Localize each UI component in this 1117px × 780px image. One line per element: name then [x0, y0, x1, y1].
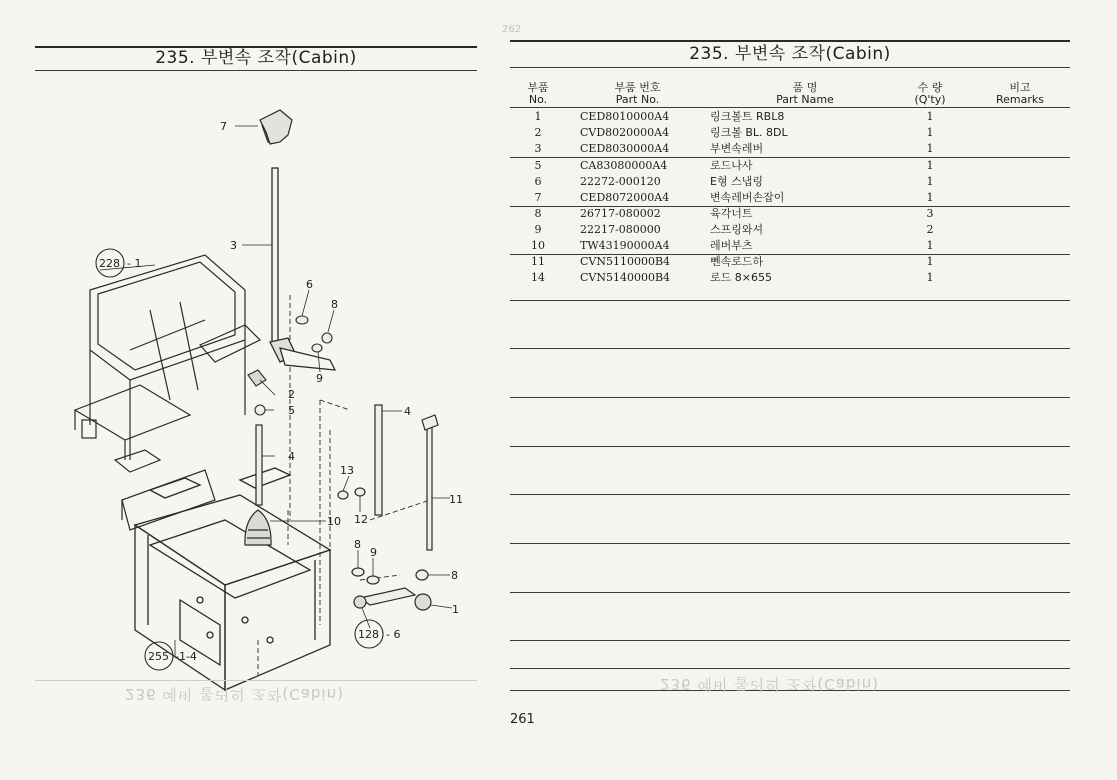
table-row — [490, 222, 1117, 238]
row-part-name: 육각너트 — [710, 207, 753, 220]
header-name-ko: 품 명 — [792, 81, 818, 94]
row-part-no: CA83080000A4 — [580, 159, 668, 172]
row-qty: 3 — [926, 207, 934, 220]
header-qty — [905, 82, 955, 106]
header-no — [518, 82, 558, 106]
header-part-ko: 부품 번호 — [614, 81, 661, 94]
row-part-name: 링크볼 BL. 8DL — [710, 126, 788, 139]
group-rule — [510, 446, 1070, 447]
table-row — [490, 109, 1117, 125]
table-row — [490, 270, 1117, 286]
row-no: 3 — [534, 142, 542, 155]
header-no-en: No. — [528, 93, 548, 106]
right-bleed-through-title: 236 예비 롤러의 조작(Cabin) — [660, 675, 879, 693]
row-no: 8 — [534, 207, 542, 220]
row-qty: 1 — [926, 255, 934, 268]
ref-255-number: 255 — [148, 650, 169, 663]
header-part — [590, 82, 685, 106]
left-page-title: 235. 부변속 조작(Cabin) — [155, 48, 357, 68]
row-qty: 1 — [926, 175, 934, 188]
left-bleed-through-title: 236 예비 롤러의 조작(Cabin) — [125, 685, 344, 703]
table-row — [490, 190, 1117, 206]
ref-228 — [96, 249, 141, 277]
row-part-name: 링크볼트 RBL8 — [710, 110, 785, 123]
header-name-en: Part Name — [776, 93, 834, 106]
table-row — [490, 206, 1117, 222]
header-qty-ko: 수 량 — [917, 81, 943, 94]
row-part-no: 22272-000120 — [580, 175, 661, 188]
group-rule — [510, 640, 1070, 641]
row-part-no: CVD8020000A4 — [580, 126, 670, 139]
header-part-en: Part No. — [615, 93, 660, 106]
corner-bleed-mark: 262 — [502, 24, 522, 35]
row-qty: 1 — [926, 271, 934, 284]
row-qty: 1 — [926, 191, 934, 204]
right-title-rule-bottom — [510, 67, 1070, 68]
row-part-name: 로드나사 — [710, 159, 753, 172]
callout-4b: 4 — [404, 405, 411, 418]
right-title-rule-top — [510, 40, 1070, 42]
callout-3: 3 — [230, 239, 237, 252]
row-part-no: CVN5110000B4 — [580, 255, 671, 268]
callout-2: 2 — [288, 388, 295, 401]
callout-1: 1 — [452, 603, 459, 616]
row-no: 10 — [531, 239, 545, 252]
row-no: 14 — [531, 271, 545, 284]
row-no: 6 — [534, 175, 542, 188]
row-no: 1 — [534, 110, 542, 123]
row-qty: 2 — [926, 223, 934, 236]
shift-lever — [262, 115, 335, 370]
callout-10: 10 — [327, 515, 341, 528]
row-part-name: 로드 8×655 — [710, 271, 772, 284]
group-rule — [510, 543, 1070, 544]
exploded-parts-diagram — [30, 80, 480, 700]
ref-128-number: 128 — [358, 628, 379, 641]
callout-11: 11 — [449, 493, 463, 506]
bracket-frame — [75, 255, 260, 530]
row-no: 9 — [534, 223, 542, 236]
row-part-name: 부변속레버 — [710, 142, 764, 155]
table-row — [490, 158, 1117, 174]
row-part-no: 22217-080000 — [580, 223, 661, 236]
callout-8a: 8 — [331, 298, 338, 311]
row-qty: 1 — [926, 110, 934, 123]
ref-228-number: 228 — [99, 257, 120, 270]
table-row — [490, 254, 1117, 270]
row-part-name: 스프링와셔 — [710, 223, 764, 236]
table-row — [490, 141, 1117, 157]
row-part-no: CED8072000A4 — [580, 191, 670, 204]
row-part-name: 레버부츠 — [710, 239, 753, 252]
page-number: 261 — [510, 712, 535, 727]
header-no-ko: 부품 — [527, 81, 549, 94]
callout-13: 13 — [340, 464, 354, 477]
row-part-no: CED8010000A4 — [580, 110, 670, 123]
row-part-no: 26717-080002 — [580, 207, 661, 220]
row-qty: 1 — [926, 126, 934, 139]
callout-6: 6 — [306, 278, 313, 291]
row-no: 5 — [534, 159, 542, 172]
header-remarks-en: Remarks — [996, 93, 1044, 106]
left-page — [0, 0, 490, 780]
row-qty: 1 — [926, 159, 934, 172]
header-qty-en: (Q'ty) — [914, 93, 946, 106]
row-no: 2 — [534, 126, 542, 139]
ref-128 — [355, 620, 400, 648]
header-rule — [510, 107, 1070, 108]
header-remarks-ko: 비고 — [1009, 81, 1031, 94]
group-rule — [510, 668, 1070, 669]
row-part-name: E형 스냅링 — [710, 175, 763, 188]
callout-4a: 4 — [288, 450, 295, 463]
group-rule — [510, 592, 1070, 593]
right-page — [490, 0, 1117, 780]
row-part-no: TW43190000A4 — [580, 239, 670, 252]
row-no: 11 — [531, 255, 545, 268]
row-no: 7 — [534, 191, 542, 204]
header-name — [745, 82, 865, 106]
ref-255-suffix: -1-4 — [175, 650, 197, 663]
callout-12: 12 — [354, 513, 368, 526]
table-row — [490, 238, 1117, 254]
callout-9a: 9 — [316, 372, 323, 385]
group-rule — [510, 397, 1070, 398]
group-rule — [510, 494, 1070, 495]
right-page-title: 235. 부변속 조작(Cabin) — [689, 44, 891, 64]
table-row — [490, 125, 1117, 141]
row-qty: 1 — [926, 142, 934, 155]
callout-8b: 8 — [354, 538, 361, 551]
callout-9b: 9 — [370, 546, 377, 559]
title-rule-bottom — [35, 70, 477, 71]
table-row — [490, 174, 1117, 190]
callout-7: 7 — [220, 120, 227, 133]
row-part-name: 뻰속로드하 — [710, 255, 764, 268]
row-part-no: CED8030000A4 — [580, 142, 670, 155]
right-rod-assembly — [338, 405, 438, 610]
left-bottom-rule — [35, 680, 477, 681]
callout-8c: 8 — [451, 569, 458, 582]
group-rule — [510, 348, 1070, 349]
callout-5: 5 — [288, 404, 295, 417]
row-part-no: CVN5140000B4 — [580, 271, 671, 284]
row-qty: 1 — [926, 239, 934, 252]
header-remarks — [985, 82, 1055, 106]
ref-128-suffix: - 6 — [386, 628, 401, 641]
lever-knob — [260, 110, 292, 144]
group-rule — [510, 300, 1070, 301]
row-part-name: 변속레버손잡이 — [710, 191, 785, 204]
ref-228-suffix: - 1 — [127, 257, 142, 270]
